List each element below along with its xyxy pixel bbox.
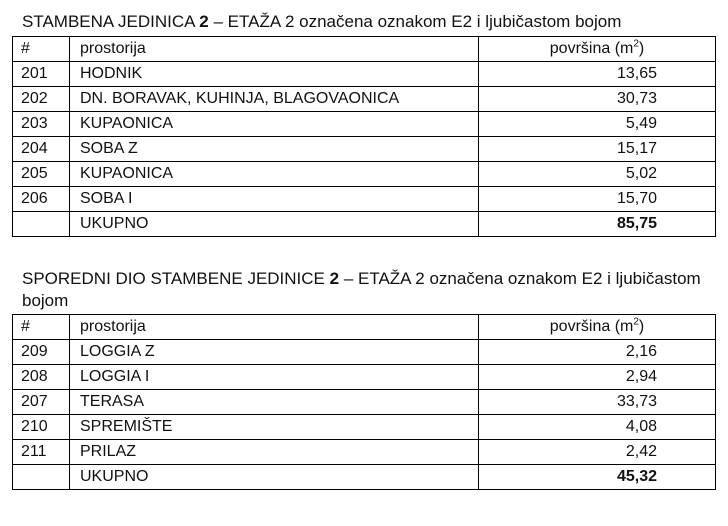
table-row: [13, 440, 716, 465]
heading-prefix: SPOREDNI DIO STAMBENE JEDINICE: [22, 269, 330, 288]
rooms-table: [12, 36, 716, 237]
room-area: [479, 62, 716, 87]
header-area: [479, 315, 716, 340]
room-name: DN. BORAVAK, KUHINJA, BLAGOVAONICA: [70, 87, 479, 112]
room-number: 201: [13, 62, 70, 87]
room-area: [479, 162, 716, 187]
room-number: 211: [13, 440, 70, 465]
header-room: prostorija: [70, 37, 479, 62]
header-area-close: ): [638, 40, 645, 57]
room-area-value: 15,17: [616, 140, 657, 157]
total-area: [479, 212, 716, 237]
table-row: [13, 340, 716, 365]
room-area-value: 33,73: [616, 393, 657, 410]
room-area: [479, 340, 716, 365]
table-row: [13, 415, 716, 440]
header-area: [479, 37, 716, 62]
room-area-value: 30,73: [616, 90, 657, 107]
total-area-value: 85,75: [616, 215, 657, 232]
room-name: LOGGIA Z: [70, 340, 479, 365]
ancillary-rooms-table: [12, 314, 716, 490]
header-area-label: površina (m: [549, 40, 634, 57]
room-area-value: 15,70: [616, 190, 657, 207]
header-number: #: [13, 37, 70, 62]
room-name: SOBA Z: [70, 137, 479, 162]
room-number: 210: [13, 415, 70, 440]
room-area-value: 5,49: [625, 115, 657, 132]
table-row: [13, 87, 716, 112]
room-number: 202: [13, 87, 70, 112]
total-number-cell: [13, 465, 70, 490]
room-area-value: 4,08: [625, 418, 657, 435]
room-area: [479, 440, 716, 465]
room-area-value: 5,02: [625, 165, 657, 182]
total-label: UKUPNO: [70, 212, 479, 237]
room-number: 207: [13, 390, 70, 415]
header-number: #: [13, 315, 70, 340]
table-row: [13, 365, 716, 390]
unit-heading: [22, 11, 722, 33]
room-name: TERASA: [70, 390, 479, 415]
room-name: LOGGIA I: [70, 365, 479, 390]
total-area: [479, 465, 716, 490]
room-name: PRILAZ: [70, 440, 479, 465]
total-area-value: 45,32: [616, 468, 657, 485]
room-name: KUPAONICA: [70, 162, 479, 187]
room-name: KUPAONICA: [70, 112, 479, 137]
room-area: [479, 187, 716, 212]
table-total-row: [13, 212, 716, 237]
ancillary-heading: [22, 268, 722, 312]
room-area: [479, 137, 716, 162]
room-area-value: 2,94: [625, 368, 657, 385]
table-header-row: [13, 37, 716, 62]
total-label: UKUPNO: [70, 465, 479, 490]
room-number: 208: [13, 365, 70, 390]
room-area-value: 2,16: [625, 343, 657, 360]
room-number: 203: [13, 112, 70, 137]
total-number-cell: [13, 212, 70, 237]
header-area-close: ): [638, 318, 645, 335]
table-total-row: [13, 465, 716, 490]
unit-number: 2: [329, 269, 340, 288]
heading-prefix: STAMBENA JEDINICA: [22, 12, 200, 31]
header-area-exponent: 2: [633, 38, 639, 50]
room-number: 209: [13, 340, 70, 365]
table-row: [13, 62, 716, 87]
table-row: [13, 390, 716, 415]
header-room: prostorija: [70, 315, 479, 340]
room-number: 206: [13, 187, 70, 212]
room-area: [479, 415, 716, 440]
room-area: [479, 365, 716, 390]
table-row: [13, 112, 716, 137]
room-number: 204: [13, 137, 70, 162]
header-area-label: površina (m: [549, 318, 634, 335]
table-row: [13, 162, 716, 187]
heading-suffix: – ETAŽA 2 označena oznakom E2 i ljubičastom bojom: [22, 269, 701, 310]
room-area: [479, 112, 716, 137]
table-header-row: [13, 315, 716, 340]
heading-suffix: – ETAŽA 2 označena oznakom E2 i ljubičastom bojom: [208, 12, 622, 31]
room-name: HODNIK: [70, 62, 479, 87]
room-name: SPREMIŠTE: [70, 415, 479, 440]
room-area: [479, 390, 716, 415]
unit-number: 2: [199, 12, 209, 31]
room-area: [479, 87, 716, 112]
room-number: 205: [13, 162, 70, 187]
room-area-value: 2,42: [625, 443, 657, 460]
table-row: [13, 137, 716, 162]
room-name: SOBA I: [70, 187, 479, 212]
header-area-exponent: 2: [633, 316, 639, 328]
room-area-value: 13,65: [616, 65, 657, 82]
table-row: [13, 187, 716, 212]
